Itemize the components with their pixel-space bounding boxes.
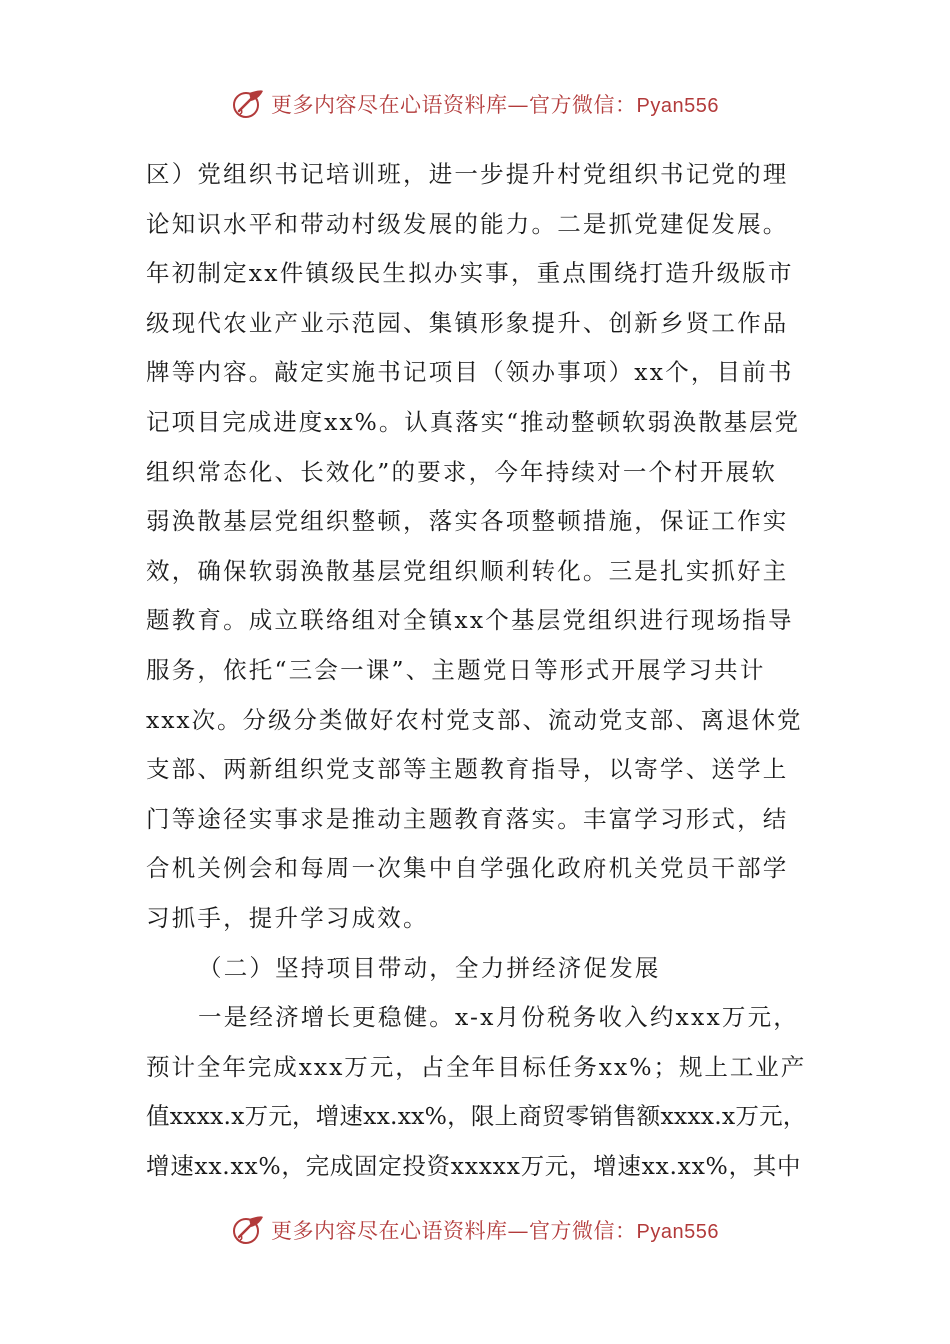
paragraph-line: 预计全年完成xxx万元，占全年目标任务xx%；规上工业产 xyxy=(146,1052,807,1081)
paragraph-line: 服务，依托“三会一课”、主题党日等形式开展学习共计 xyxy=(146,655,766,684)
paragraph-line: 组织常态化、长效化”的要求，今年持续对一个村开展软 xyxy=(146,457,778,486)
paragraph-line: 支部、两新组织党支部等主题教育指导，以寄学、送学上 xyxy=(146,755,789,784)
paragraph-line: 值xxxx.x万元，增速xx.xx%，限上商贸零销售额xxxx.x万元， xyxy=(146,1102,807,1131)
paragraph-line: 习抓手，提升学习成效。 xyxy=(146,903,429,932)
paragraph-line: 弱涣散基层党组织整顿，落实各项整顿措施，保证工作实 xyxy=(146,507,789,536)
paragraph-line: 记项目完成进度xx%。认真落实“推动整顿软弱涣散基层党 xyxy=(146,407,800,436)
watermark-text: 更多内容尽在心语资料库—官方微信：Pyan556 xyxy=(271,93,719,117)
paragraph-line: xxx次。分级分类做好农村党支部、流动党支部、离退休党 xyxy=(146,705,803,734)
paragraph-line: 年初制定xx件镇级民生拟办实事，重点围绕打造升级版市 xyxy=(146,259,794,288)
paragraph-line: 论知识水平和带动村级发展的能力。二是抓党建促发展。 xyxy=(146,209,789,238)
quill-seal-icon xyxy=(231,87,265,121)
paragraph-line: 题教育。成立联络组对全镇xx个基层党组织进行现场指导 xyxy=(146,606,794,635)
paragraph-line: 合机关例会和每周一次集中自学强化政府机关党员干部学 xyxy=(146,854,789,883)
paragraph-line: 一是经济增长更稳健。x-x月份税务收入约xxx万元， xyxy=(198,1003,799,1032)
quill-seal-icon xyxy=(231,1213,265,1247)
paragraph-line: 级现代农业产业示范园、集镇形象提升、创新乡贤工作品 xyxy=(146,308,789,337)
header-watermark xyxy=(0,84,950,124)
footer-watermark xyxy=(0,1210,950,1250)
paragraph-line: 牌等内容。敲定实施书记项目（领办事项）xx个，目前书 xyxy=(146,358,794,387)
paragraph-line: 门等途径实事求是推动主题教育落实。丰富学习形式，结 xyxy=(146,804,789,833)
watermark-text: 更多内容尽在心语资料库—官方微信：Pyan556 xyxy=(271,1219,719,1243)
section-heading: （二）坚持项目带动，全力拼经济促发展 xyxy=(198,953,661,982)
paragraph-line: 效，确保软弱涣散基层党组织顺利转化。三是扎实抓好主 xyxy=(146,556,789,585)
document-body xyxy=(146,150,806,1191)
paragraph-line: 区）党组织书记培训班，进一步提升村党组织书记党的理 xyxy=(146,160,789,188)
paragraph-line: 增速xx.xx%，完成固定投资xxxxx万元，增速xx.xx%，其中 xyxy=(146,1151,802,1180)
